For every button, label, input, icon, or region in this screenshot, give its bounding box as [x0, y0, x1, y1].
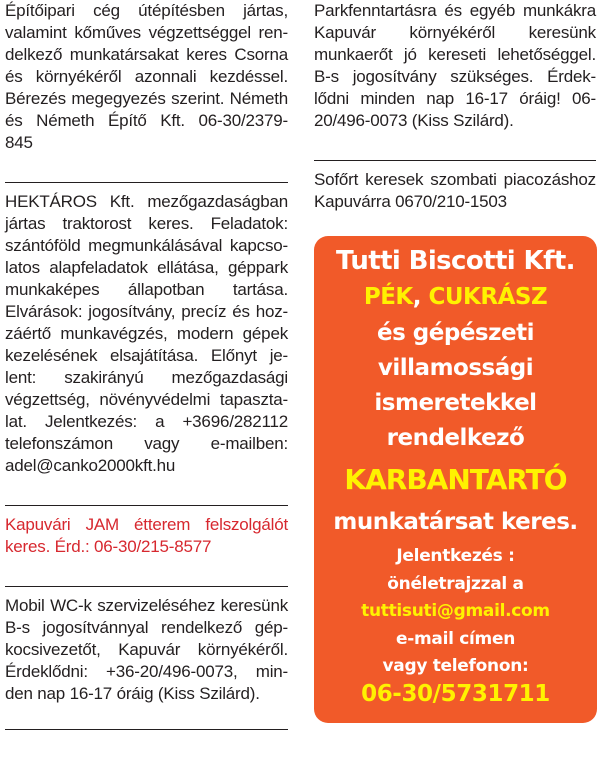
ad-line: Bérezés megegyezés szerint. Németh	[5, 89, 288, 108]
ad-line: Kapuvárra 0670/210-1503	[314, 192, 507, 211]
ad-line: HEKTÁROS Kft. mezőgazdaságban	[5, 192, 288, 211]
ad-line: 845	[5, 133, 33, 152]
ad-line: jártas traktorost keres. Feladatok:	[5, 214, 288, 233]
ad-line: Építőipari cég útépítésben jártas,	[5, 1, 288, 20]
divider	[5, 586, 288, 587]
ad-line: valamint kőműves végzettséggel ren-	[5, 23, 288, 42]
promo-contact-line: Jelentkezés :	[396, 546, 515, 566]
ad-line: delkező munkatársakat keres Csorna	[5, 45, 288, 64]
ad-line: munkaképes állapotban tartása.	[5, 280, 288, 299]
promo-headline: KARBANTARTÓ	[344, 463, 567, 496]
ad-construction	[5, 0, 288, 176]
ad-line: Kapuvári JAM étterem felszolgálót	[5, 515, 288, 534]
ad-line: keres. Érd.: 06-30/215-8577	[5, 537, 212, 556]
ad-line: Érdeklődni: +36-20/496-0073, min-	[5, 662, 288, 681]
ad-line: Elvárások: jogosítvány, precíz és hoz-	[5, 302, 288, 321]
right-column	[314, 0, 596, 235]
ad-line: den nap 16-17 óráig (Kiss Szilárd).	[5, 684, 260, 703]
ad-line: záértő munkavégzés, modern gépek	[5, 324, 288, 343]
ad-line: telefonszámon vagy e-mailben:	[5, 434, 288, 453]
ad-market-driver	[314, 169, 596, 235]
ad-line: latos alapfeladatok ellátása, géppark	[5, 258, 288, 277]
divider	[314, 160, 596, 161]
ad-line: Kapuvár környékéről keresünk	[314, 23, 596, 42]
ad-restaurant-waiter	[5, 514, 288, 580]
ad-line: munkaerőt jó kereseti lehetőséggel.	[314, 45, 596, 64]
divider	[5, 182, 288, 183]
promo-line: rendelkező	[386, 425, 525, 451]
ad-line: lat. Jelentkezés: a +3696/282112	[5, 412, 288, 431]
promo-line: és gépészeti	[377, 320, 534, 346]
promo-phone[interactable]: 06-30/5731711	[361, 681, 550, 707]
promo-box-tutti-biscotti	[314, 236, 597, 723]
promo-contact-line: e-mail címen	[396, 629, 515, 649]
ad-line: B-s jogosítvány szükséges. Érdek-	[314, 67, 596, 86]
ad-line: 20/496-0073 (Kiss Szilárd).	[314, 111, 514, 130]
ad-line: szántóföld megmunkálásával kapcso-	[5, 236, 288, 255]
divider	[5, 505, 288, 506]
promo-contact-line: vagy telefonon:	[382, 656, 529, 676]
left-column	[5, 0, 288, 738]
ad-line: kocsivezetőt, Kapuvár környékéről.	[5, 640, 288, 659]
ad-line: Parkfenntartásra és egyéb munkákra	[314, 1, 596, 20]
promo-contact-line: önéletrajzzal a	[387, 574, 524, 594]
ad-line: kezelésének elsajátítása. Előnyt je-	[5, 346, 288, 365]
ad-line: és környékéről azonnali kezdéssel.	[5, 67, 288, 86]
promo-line: villamossági	[377, 355, 534, 381]
ad-park-maintenance	[314, 0, 596, 154]
promo-role-baker: PÉK	[363, 284, 413, 310]
ad-line: Sofőrt keresek szombati piacozáshoz	[314, 170, 596, 189]
promo-company: Tutti Biscotti Kft.	[336, 246, 575, 276]
promo-roles	[314, 284, 597, 310]
promo-role-confectioner: CUKRÁSZ	[428, 284, 548, 310]
promo-email[interactable]: tuttisuti@gmail.com	[361, 601, 550, 621]
divider	[5, 729, 288, 730]
ad-line: lődni minden nap 16-17 óráig! 06-	[314, 89, 596, 108]
ad-line: és Németh Építő Kft. 06-30/2379-	[5, 111, 288, 130]
promo-role-separator: ,	[412, 284, 429, 310]
ad-email[interactable]: adel@canko2000kft.hu	[5, 456, 176, 475]
ad-mobile-wc-driver	[5, 595, 288, 727]
ad-line: Mobil WC-k szervizeléséhez keresünk	[5, 596, 288, 615]
ad-line: lent: szakirányú mezőgazdasági	[5, 368, 288, 387]
ad-line: végzettség, növényvédelmi tapaszta-	[5, 390, 288, 409]
promo-line: munkatársat keres.	[333, 509, 578, 535]
ad-line: B-s jogosítvánnyal rendelkező gép-	[5, 618, 288, 637]
ad-tractor-driver	[5, 191, 288, 499]
promo-line: ismeretekkel	[374, 390, 537, 416]
